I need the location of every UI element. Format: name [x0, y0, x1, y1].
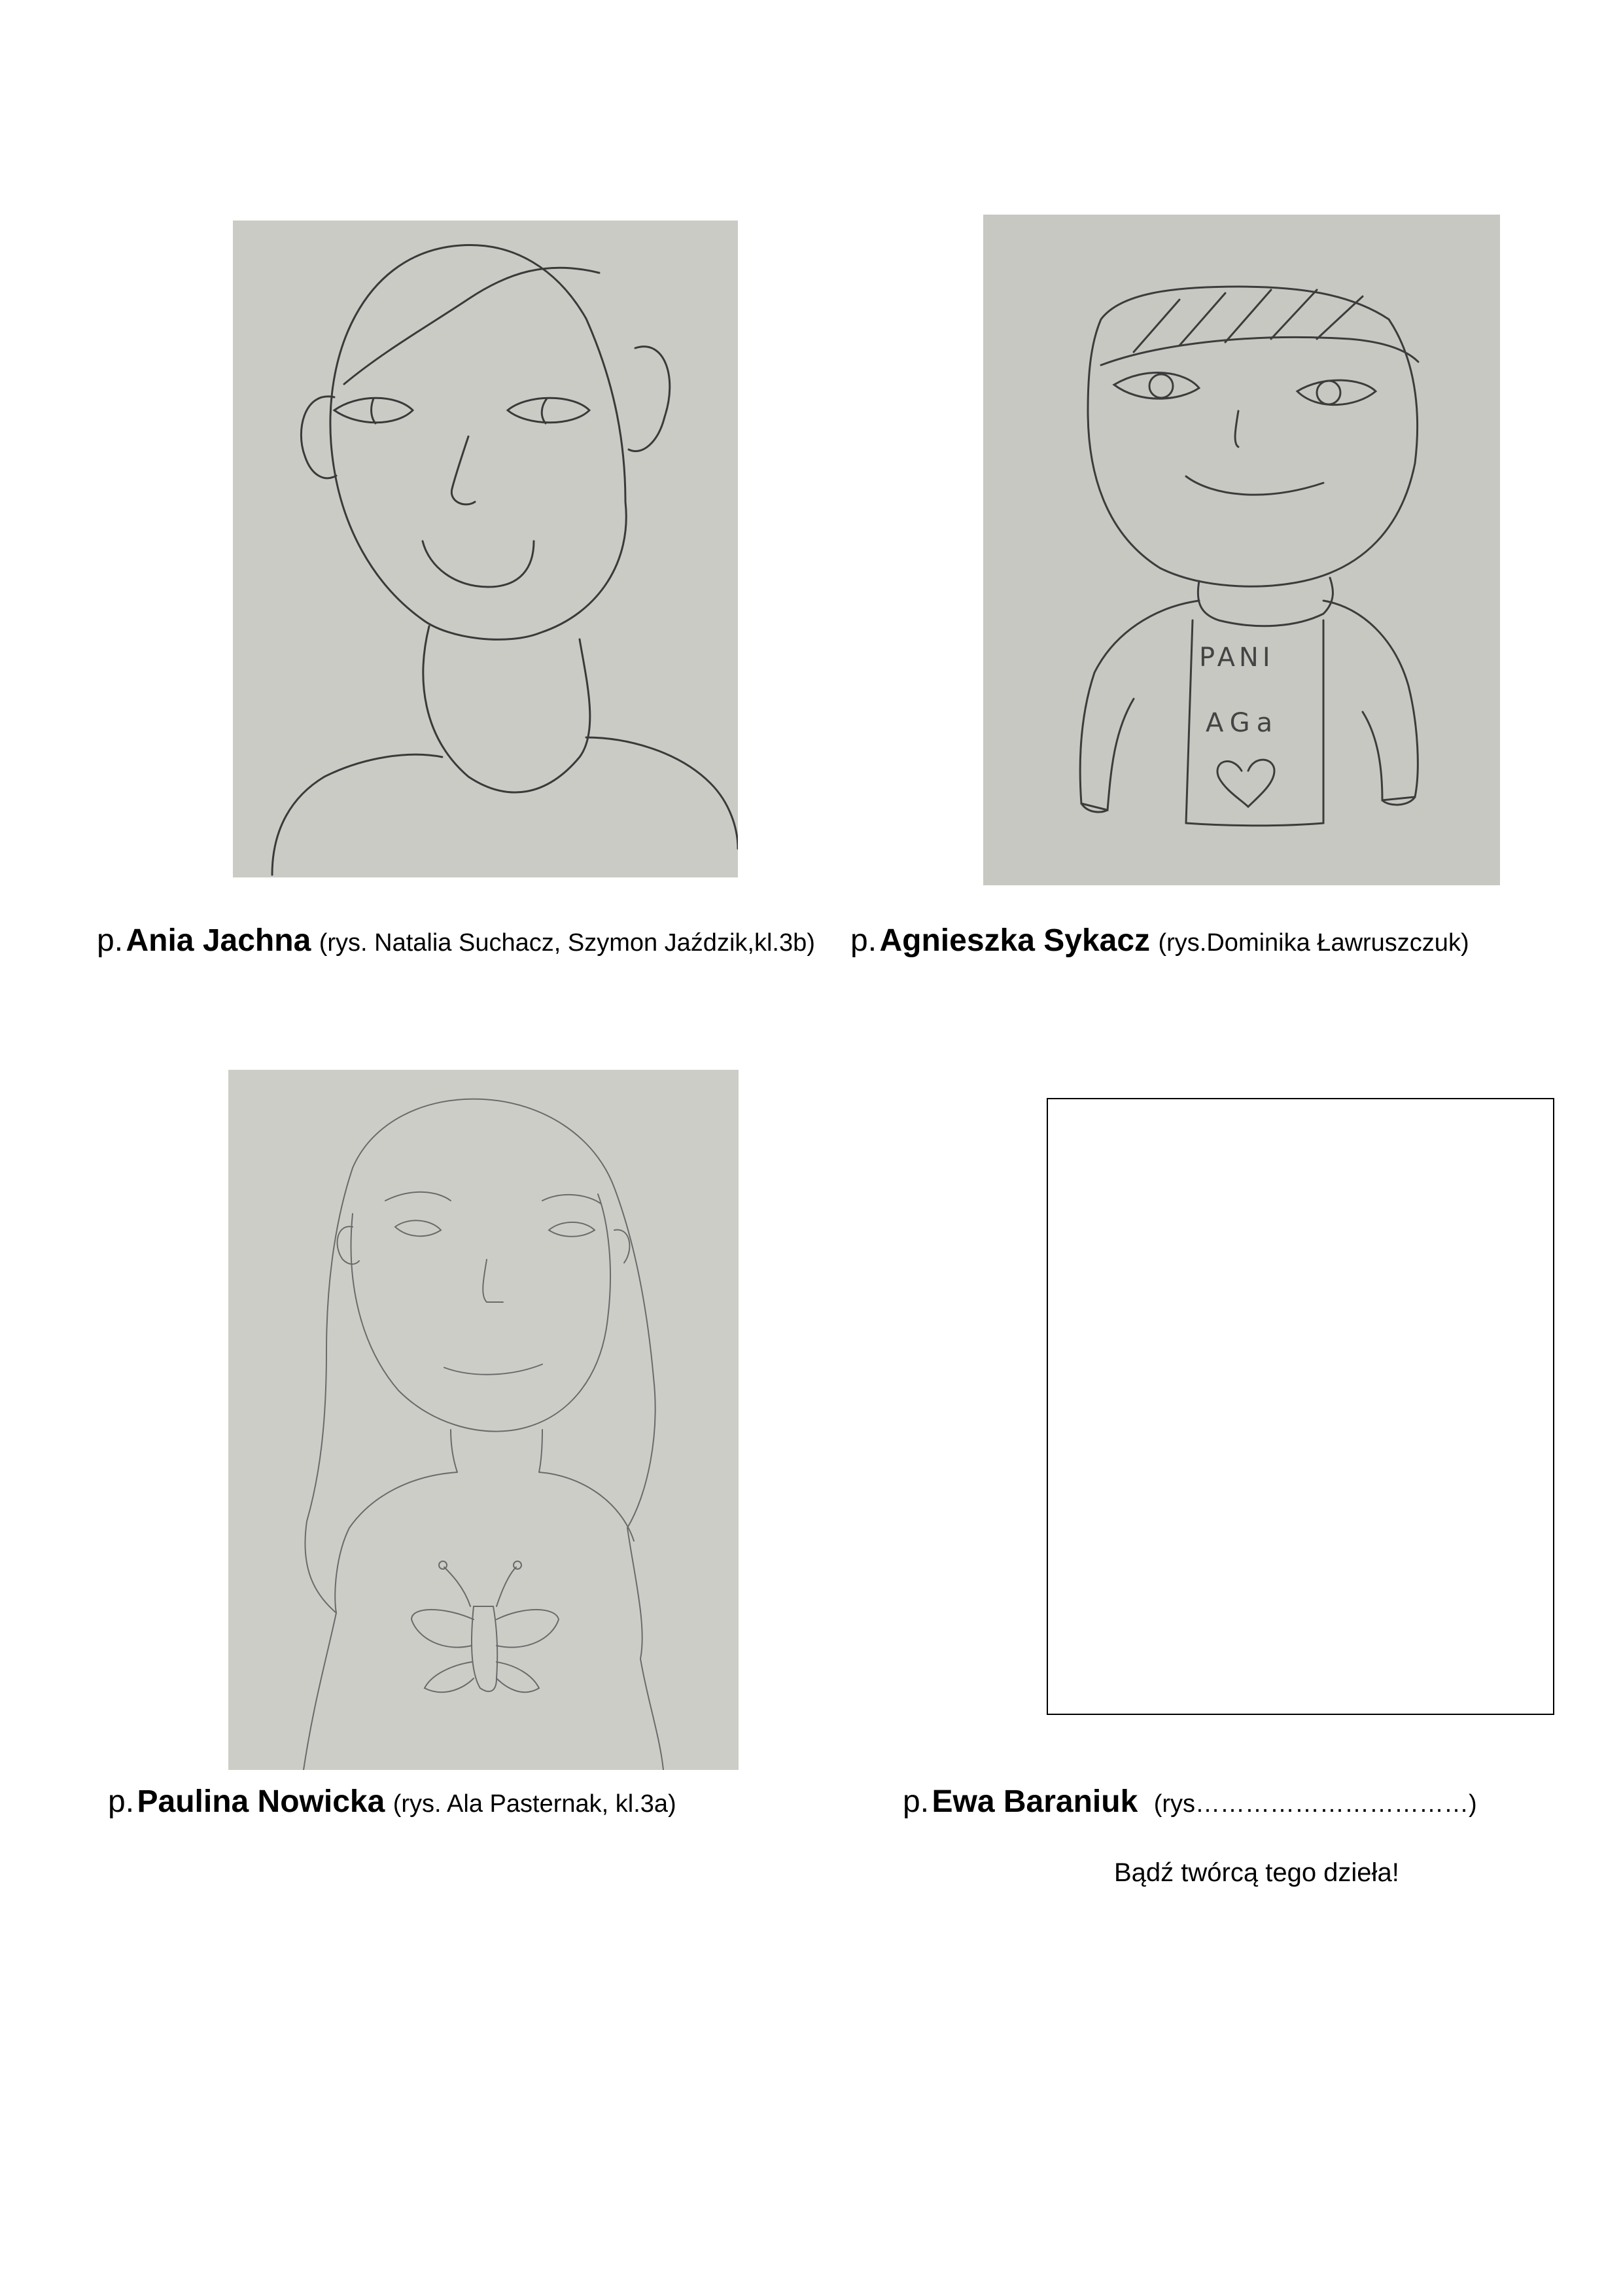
- invitation-note: Bądź twórcą tego dzieła!: [1114, 1858, 1399, 1887]
- shirt-text-line-2: AGa: [1206, 708, 1280, 738]
- drawing-credit: (rys. Natalia Suchacz, Szymon Jaździk,kl.3b): [319, 929, 815, 957]
- caption-prefix: p.: [850, 923, 877, 958]
- caption-prefix: p.: [108, 1784, 135, 1819]
- caption-agnieszka-sykacz: [850, 925, 1469, 957]
- caption-prefix: p.: [903, 1784, 930, 1819]
- drawing-credit: (rys.Dominika Ławruszczuk): [1158, 929, 1469, 957]
- shirt-text-line-1: PANI: [1199, 643, 1274, 673]
- teacher-name: Ewa Baraniuk: [932, 1784, 1138, 1819]
- drawing-credit: (rys. Ala Pasternak, kl.3a): [393, 1790, 676, 1818]
- drawing-credit: (rys……………………………): [1153, 1790, 1477, 1818]
- caption-ania-jachna: [97, 925, 815, 957]
- portrait-drawing-ania-jachna: [233, 221, 738, 877]
- caption-prefix: p.: [97, 923, 124, 958]
- teacher-name: Agnieszka Sykacz: [879, 923, 1151, 958]
- teacher-name: Paulina Nowicka: [137, 1784, 385, 1819]
- caption-paulina-nowicka: [108, 1786, 676, 1818]
- portrait-drawing-agnieszka-sykacz: [983, 215, 1500, 885]
- empty-drawing-frame: [1047, 1098, 1554, 1715]
- teacher-name: Ania Jachna: [126, 923, 311, 958]
- portrait-drawing-paulina-nowicka: [228, 1070, 739, 1770]
- caption-ewa-baraniuk: [903, 1786, 1477, 1818]
